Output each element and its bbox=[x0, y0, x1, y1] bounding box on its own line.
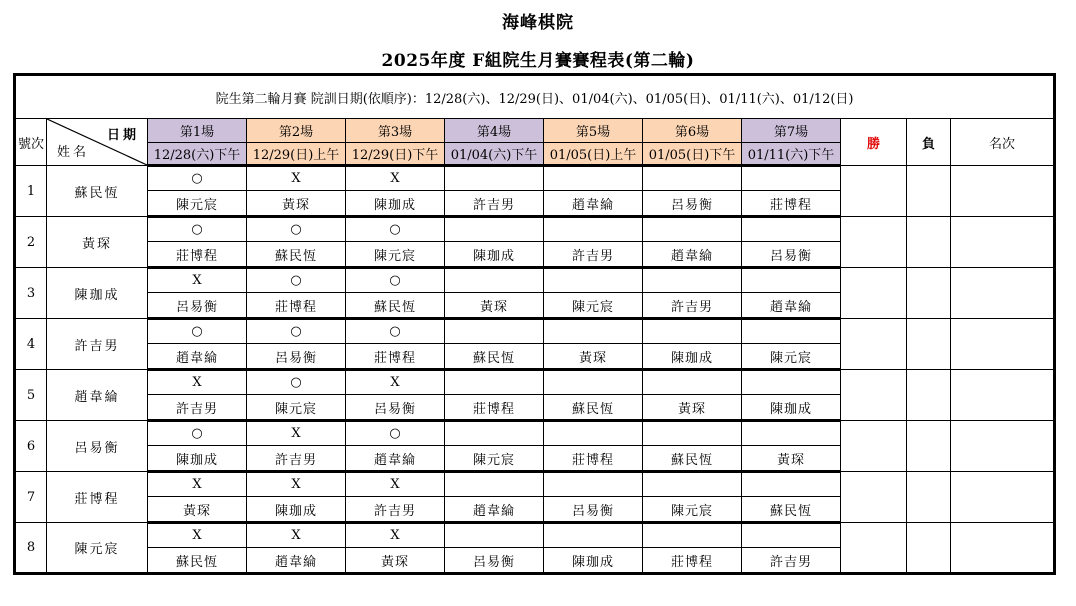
header-rank: 名次 bbox=[951, 119, 1055, 166]
lose-cell bbox=[907, 166, 951, 217]
result-cell bbox=[445, 217, 544, 242]
result-cell: X bbox=[247, 421, 346, 446]
result-cell bbox=[742, 166, 841, 191]
result-cell: ○ bbox=[148, 166, 247, 191]
result-cell bbox=[445, 421, 544, 446]
result-cell bbox=[643, 268, 742, 293]
result-cell bbox=[445, 166, 544, 191]
table-row bbox=[15, 217, 1055, 242]
rank-cell bbox=[951, 421, 1055, 472]
header-date: 日期 bbox=[106, 128, 139, 143]
table-row bbox=[15, 370, 1055, 395]
round-2-date: 12/29(日)上午 bbox=[247, 143, 346, 166]
opponent-cell: 許吉男 bbox=[643, 293, 742, 319]
player-name: 趙韋綸 bbox=[47, 370, 148, 421]
player-name: 黃琛 bbox=[47, 217, 148, 268]
opponent-cell: 莊博程 bbox=[346, 344, 445, 370]
opponent-cell: 蘇民恆 bbox=[346, 293, 445, 319]
round-6-label: 第6場 bbox=[643, 119, 742, 143]
rank-cell bbox=[951, 166, 1055, 217]
opponent-cell: 呂易衡 bbox=[247, 344, 346, 370]
result-cell bbox=[544, 166, 643, 191]
result-cell bbox=[445, 472, 544, 497]
result-cell: ○ bbox=[148, 319, 247, 344]
result-cell bbox=[742, 319, 841, 344]
result-cell: X bbox=[346, 523, 445, 548]
result-cell: X bbox=[247, 472, 346, 497]
result-cell bbox=[544, 217, 643, 242]
result-cell bbox=[445, 268, 544, 293]
opponent-cell: 陳珈成 bbox=[148, 446, 247, 472]
round-5-label: 第5場 bbox=[544, 119, 643, 143]
win-cell bbox=[841, 166, 907, 217]
table-row bbox=[15, 268, 1055, 293]
round-3-label: 第3場 bbox=[346, 119, 445, 143]
table-row bbox=[15, 421, 1055, 446]
opponent-cell: 趙韋綸 bbox=[742, 293, 841, 319]
opponent-cell: 趙韋綸 bbox=[643, 242, 742, 268]
header-win: 勝 bbox=[841, 119, 907, 166]
result-cell bbox=[643, 472, 742, 497]
opponent-cell: 黃琛 bbox=[742, 446, 841, 472]
result-cell bbox=[544, 523, 643, 548]
result-cell bbox=[445, 370, 544, 395]
opponent-cell: 黃琛 bbox=[643, 395, 742, 421]
opponent-cell: 黃琛 bbox=[148, 497, 247, 523]
rank-cell bbox=[951, 523, 1055, 574]
player-number: 7 bbox=[15, 472, 47, 523]
opponent-cell: 呂易衡 bbox=[445, 548, 544, 574]
opponent-cell: 呂易衡 bbox=[148, 293, 247, 319]
result-cell: ○ bbox=[148, 421, 247, 446]
result-cell: X bbox=[346, 166, 445, 191]
opponent-cell: 趙韋綸 bbox=[445, 497, 544, 523]
opponent-cell: 呂易衡 bbox=[742, 242, 841, 268]
round-4-date: 01/04(六)下午 bbox=[445, 143, 544, 166]
round-1-date: 12/28(六)下午 bbox=[148, 143, 247, 166]
result-cell: ○ bbox=[346, 217, 445, 242]
result-cell bbox=[643, 421, 742, 446]
opponent-cell: 莊博程 bbox=[742, 191, 841, 217]
header-name: 姓名 bbox=[57, 145, 90, 160]
win-cell bbox=[841, 421, 907, 472]
opponent-cell: 蘇民恆 bbox=[643, 446, 742, 472]
result-cell bbox=[544, 472, 643, 497]
result-cell: ○ bbox=[247, 268, 346, 293]
result-cell: ○ bbox=[247, 370, 346, 395]
lose-cell bbox=[907, 370, 951, 421]
rank-cell bbox=[951, 319, 1055, 370]
opponent-cell: 陳珈成 bbox=[544, 548, 643, 574]
result-cell bbox=[544, 319, 643, 344]
player-number: 2 bbox=[15, 217, 47, 268]
opponent-cell: 陳元宸 bbox=[643, 497, 742, 523]
result-cell: ○ bbox=[346, 421, 445, 446]
player-number: 4 bbox=[15, 319, 47, 370]
win-cell bbox=[841, 268, 907, 319]
opponent-cell: 陳珈成 bbox=[445, 242, 544, 268]
result-cell bbox=[742, 472, 841, 497]
player-number: 5 bbox=[15, 370, 47, 421]
rank-cell bbox=[951, 217, 1055, 268]
opponent-cell: 許吉男 bbox=[148, 395, 247, 421]
lose-cell bbox=[907, 523, 951, 574]
result-cell bbox=[742, 370, 841, 395]
opponent-cell: 許吉男 bbox=[346, 497, 445, 523]
header-no: 號次 bbox=[15, 119, 47, 166]
lose-cell bbox=[907, 217, 951, 268]
result-cell bbox=[643, 319, 742, 344]
opponent-cell: 趙韋綸 bbox=[346, 446, 445, 472]
rank-cell bbox=[951, 268, 1055, 319]
result-cell: X bbox=[148, 370, 247, 395]
round-5-date: 01/05(日)上午 bbox=[544, 143, 643, 166]
opponent-cell: 許吉男 bbox=[247, 446, 346, 472]
player-name: 許吉男 bbox=[47, 319, 148, 370]
result-cell bbox=[742, 523, 841, 548]
result-cell: X bbox=[148, 472, 247, 497]
round-2-label: 第2場 bbox=[247, 119, 346, 143]
table-row bbox=[15, 472, 1055, 497]
opponent-cell: 莊博程 bbox=[544, 446, 643, 472]
opponent-cell: 陳元宸 bbox=[148, 191, 247, 217]
result-cell bbox=[742, 421, 841, 446]
opponent-cell: 黃琛 bbox=[544, 344, 643, 370]
round-6-date: 01/05(日)下午 bbox=[643, 143, 742, 166]
opponent-cell: 蘇民恆 bbox=[148, 548, 247, 574]
opponent-cell: 蘇民恆 bbox=[544, 395, 643, 421]
opponent-cell: 許吉男 bbox=[742, 548, 841, 574]
opponent-cell: 莊博程 bbox=[148, 242, 247, 268]
lose-cell bbox=[907, 472, 951, 523]
result-cell bbox=[742, 217, 841, 242]
result-cell: X bbox=[247, 523, 346, 548]
result-cell bbox=[445, 523, 544, 548]
opponent-cell: 趙韋綸 bbox=[148, 344, 247, 370]
schedule-info: 院生第二輪月賽 院訓日期(依順序)：12/28(六)、12/29(日)、01/04(六)、01/05(日)、01/11(六)、01/12(日) bbox=[15, 75, 1055, 119]
result-cell bbox=[445, 319, 544, 344]
result-cell: ○ bbox=[346, 268, 445, 293]
opponent-cell: 陳元宸 bbox=[445, 446, 544, 472]
result-cell bbox=[544, 421, 643, 446]
player-name: 莊博程 bbox=[47, 472, 148, 523]
result-cell: X bbox=[346, 370, 445, 395]
result-cell bbox=[643, 166, 742, 191]
opponent-cell: 黃琛 bbox=[346, 548, 445, 574]
result-cell: X bbox=[148, 523, 247, 548]
win-cell bbox=[841, 217, 907, 268]
player-name: 陳元宸 bbox=[47, 523, 148, 574]
result-cell: ○ bbox=[148, 217, 247, 242]
org-name: 海峰棋院 bbox=[502, 13, 574, 33]
header-lose: 負 bbox=[907, 119, 951, 166]
result-cell bbox=[643, 217, 742, 242]
result-cell: X bbox=[148, 268, 247, 293]
player-number: 8 bbox=[15, 523, 47, 574]
round-7-date: 01/11(六)下午 bbox=[742, 143, 841, 166]
opponent-cell: 黃琛 bbox=[247, 191, 346, 217]
result-cell: ○ bbox=[346, 319, 445, 344]
opponent-cell: 陳珈成 bbox=[247, 497, 346, 523]
player-name: 蘇民恆 bbox=[47, 166, 148, 217]
player-number: 6 bbox=[15, 421, 47, 472]
result-cell bbox=[742, 268, 841, 293]
opponent-cell: 蘇民恆 bbox=[247, 242, 346, 268]
opponent-cell: 蘇民恆 bbox=[445, 344, 544, 370]
win-cell bbox=[841, 370, 907, 421]
result-cell bbox=[544, 370, 643, 395]
opponent-cell: 陳珈成 bbox=[346, 191, 445, 217]
table-row bbox=[15, 166, 1055, 191]
round-1-label: 第1場 bbox=[148, 119, 247, 143]
player-number: 1 bbox=[15, 166, 47, 217]
schedule-table bbox=[13, 73, 1056, 575]
opponent-cell: 許吉男 bbox=[445, 191, 544, 217]
round-3-date: 12/29(日)下午 bbox=[346, 143, 445, 166]
lose-cell bbox=[907, 319, 951, 370]
lose-cell bbox=[907, 268, 951, 319]
result-cell bbox=[643, 370, 742, 395]
round-7-label: 第7場 bbox=[742, 119, 841, 143]
result-cell: X bbox=[346, 472, 445, 497]
result-cell: X bbox=[247, 166, 346, 191]
opponent-cell: 陳元宸 bbox=[346, 242, 445, 268]
opponent-cell: 莊博程 bbox=[445, 395, 544, 421]
header-diagonal bbox=[47, 119, 148, 166]
result-cell bbox=[643, 523, 742, 548]
win-cell bbox=[841, 319, 907, 370]
page-title: 2025年度 F組院生月賽賽程表(第二輪) bbox=[381, 51, 695, 71]
opponent-cell: 呂易衡 bbox=[346, 395, 445, 421]
opponent-cell: 呂易衡 bbox=[643, 191, 742, 217]
lose-cell bbox=[907, 421, 951, 472]
opponent-cell: 陳元宸 bbox=[742, 344, 841, 370]
opponent-cell: 蘇民恆 bbox=[742, 497, 841, 523]
result-cell: ○ bbox=[247, 217, 346, 242]
table-row bbox=[15, 319, 1055, 344]
win-cell bbox=[841, 523, 907, 574]
rank-cell bbox=[951, 370, 1055, 421]
opponent-cell: 莊博程 bbox=[643, 548, 742, 574]
win-cell bbox=[841, 472, 907, 523]
result-cell bbox=[544, 268, 643, 293]
round-4-label: 第4場 bbox=[445, 119, 544, 143]
player-name: 呂易衡 bbox=[47, 421, 148, 472]
opponent-cell: 陳珈成 bbox=[643, 344, 742, 370]
table-row bbox=[15, 523, 1055, 548]
opponent-cell: 呂易衡 bbox=[544, 497, 643, 523]
opponent-cell: 莊博程 bbox=[247, 293, 346, 319]
player-name: 陳珈成 bbox=[47, 268, 148, 319]
rank-cell bbox=[951, 472, 1055, 523]
result-cell: ○ bbox=[247, 319, 346, 344]
opponent-cell: 陳元宸 bbox=[544, 293, 643, 319]
opponent-cell: 陳元宸 bbox=[247, 395, 346, 421]
player-number: 3 bbox=[15, 268, 47, 319]
opponent-cell: 陳珈成 bbox=[742, 395, 841, 421]
opponent-cell: 趙韋綸 bbox=[247, 548, 346, 574]
opponent-cell: 許吉男 bbox=[544, 242, 643, 268]
opponent-cell: 黃琛 bbox=[445, 293, 544, 319]
opponent-cell: 趙韋綸 bbox=[544, 191, 643, 217]
